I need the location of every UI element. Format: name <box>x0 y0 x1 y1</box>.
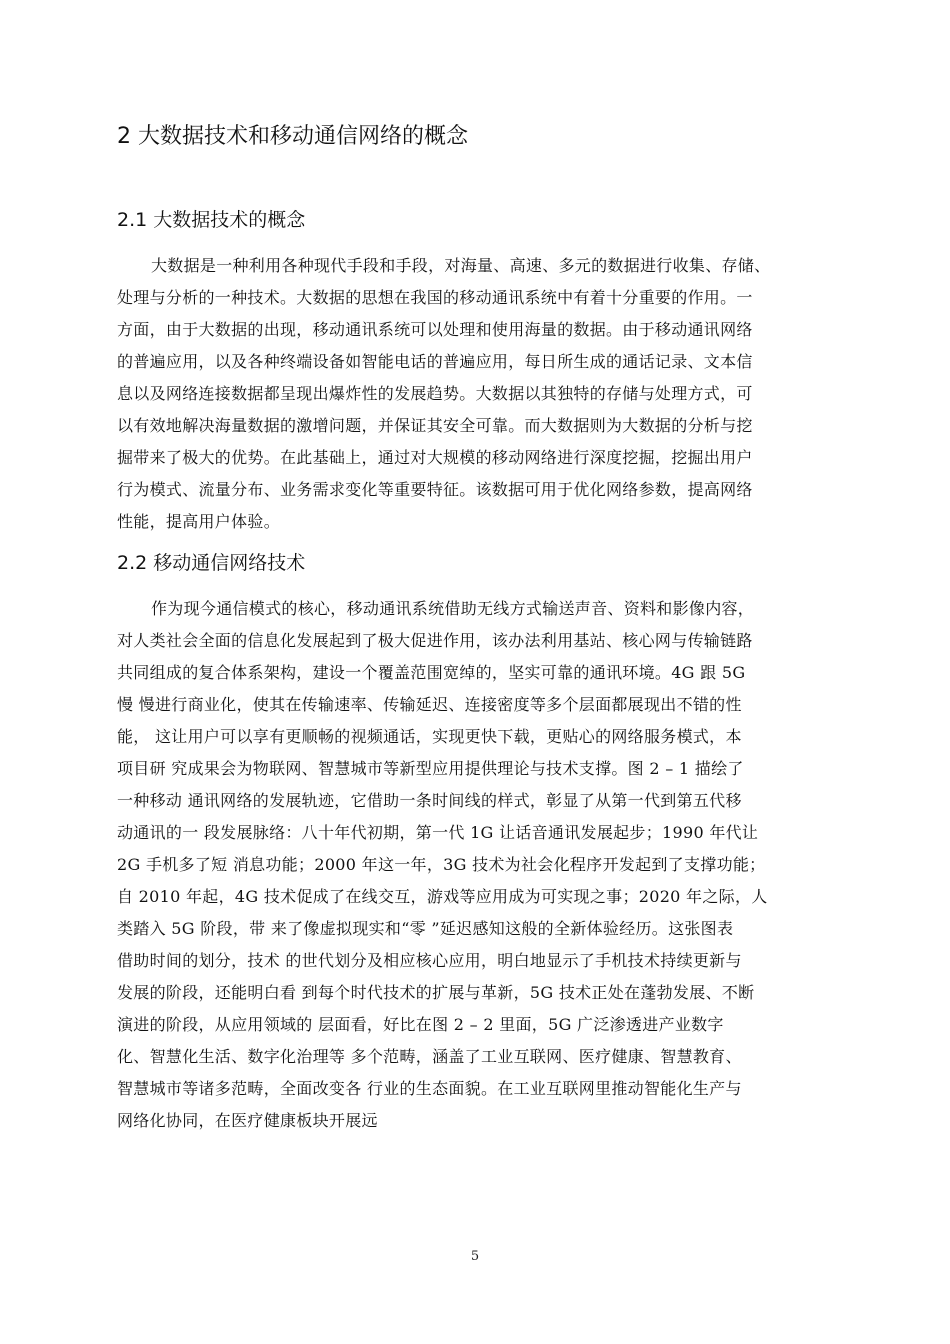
body-line: 掘带来了极大的优势。在此基础上，通过对大规模的移动网络进行深度挖掘，挖掘出用户 <box>117 448 753 467</box>
body-line: 对人类社会全面的信息化发展起到了极大促进作用，该办法利用基站、核心网与传输链路 <box>117 631 753 650</box>
body-line: 息以及网络连接数据都呈现出爆炸性的发展趋势。大数据以其独特的存储与处理方式，可 <box>117 384 753 403</box>
body-line: 借助时间的划分，技术 的世代划分及相应核心应用，明白地显示了手机技术持续更新与 <box>117 951 742 970</box>
body-line: 自 2010 年起，4G 技术促成了在线交互，游戏等应用成为可实现之事；2020 年之际，人 <box>117 887 768 906</box>
body-line: 处理与分析的一种技术。大数据的思想在我国的移动通讯系统中有着十分重要的作用。一 <box>117 288 753 307</box>
body-line: 方面，由于大数据的出现，移动通讯系统可以处理和使用海量的数据。由于移动通讯网络 <box>117 320 753 339</box>
body-line: 共同组成的复合体系架构，建设一个覆盖范围宽绰的，坚实可靠的通讯环境。4G 跟 5G <box>117 663 746 682</box>
body-line: 演进的阶段，从应用领域的 层面看，好比在图 2 – 2 里面，5G 广泛渗透进产业数字 <box>117 1015 724 1034</box>
chapter-heading: 2 大数据技术和移动通信网络的概念 <box>117 124 468 149</box>
page-number: 5 <box>470 1249 480 1264</box>
section-heading-2-1: 2.1 大数据技术的概念 <box>117 209 306 231</box>
body-line: 化、智慧化生活、数字化治理等 多个范畴，涵盖了工业互联网、医疗健康、智慧教育、 <box>117 1047 742 1066</box>
body-line: 以有效地解决海量数据的激增问题，并保证其安全可靠。而大数据则为大数据的分析与挖 <box>117 416 753 435</box>
body-line: 大数据是一种利用各种现代手段和手段，对海量、高速、多元的数据进行收集、存储、 <box>151 256 771 275</box>
body-line: 智慧城市等诸多范畴，全面改变各 行业的生态面貌。在工业互联网里推动智能化生产与 <box>117 1079 742 1098</box>
body-line: 的普遍应用，以及各种终端设备如智能电话的普遍应用，每日所生成的通话记录、文本信 <box>117 352 753 371</box>
body-line: 网络化协同，在医疗健康板块开展远 <box>117 1111 378 1130</box>
body-line: 类踏入 5G 阶段，带 来了像虚拟现实和“零 ”延迟感知这般的全新体验经历。这张图表 <box>117 919 734 938</box>
section-heading-2-2: 2.2 移动通信网络技术 <box>117 552 306 574</box>
body-line: 项目研 究成果会为物联网、智慧城市等新型应用提供理论与技术支撑。图 2 – 1 描绘了 <box>117 759 744 778</box>
body-line: 作为现今通信模式的核心，移动通讯系统借助无线方式输送声音、资料和影像内容， <box>151 599 755 618</box>
body-line: 2G 手机多了短 消息功能；2000 年这一年，3G 技术为社会化程序开发起到了支撑功能； <box>117 855 766 874</box>
section-2-1-body <box>117 250 869 538</box>
body-line: 慢 慢进行商业化，使其在传输速率、传输延迟、连接密度等多个层面都展现出不错的性 <box>117 695 742 714</box>
body-line: 行为模式、流量分布、业务需求变化等重要特征。该数据可用于优化网络参数，提高网络 <box>117 480 753 499</box>
body-line: 一种移动 通讯网络的发展轨迹，它借助一条时间线的样式，彰显了从第一代到第五代移 <box>117 791 742 810</box>
body-line: 能， 这让用户可以享有更顺畅的视频通话，实现更快下载，更贴心的网络服务模式，本 <box>117 727 742 746</box>
body-line: 发展的阶段，还能明白看 到每个时代技术的扩展与革新，5G 技术正处在蓬勃发展、不断 <box>117 983 755 1002</box>
section-2-2-body <box>117 593 869 1137</box>
body-line: 动通讯的一 段发展脉络：八十年代初期，第一代 1G 让话音通讯发展起步；1990 年代让 <box>117 823 759 842</box>
body-line: 性能，提高用户体验。 <box>117 512 281 531</box>
